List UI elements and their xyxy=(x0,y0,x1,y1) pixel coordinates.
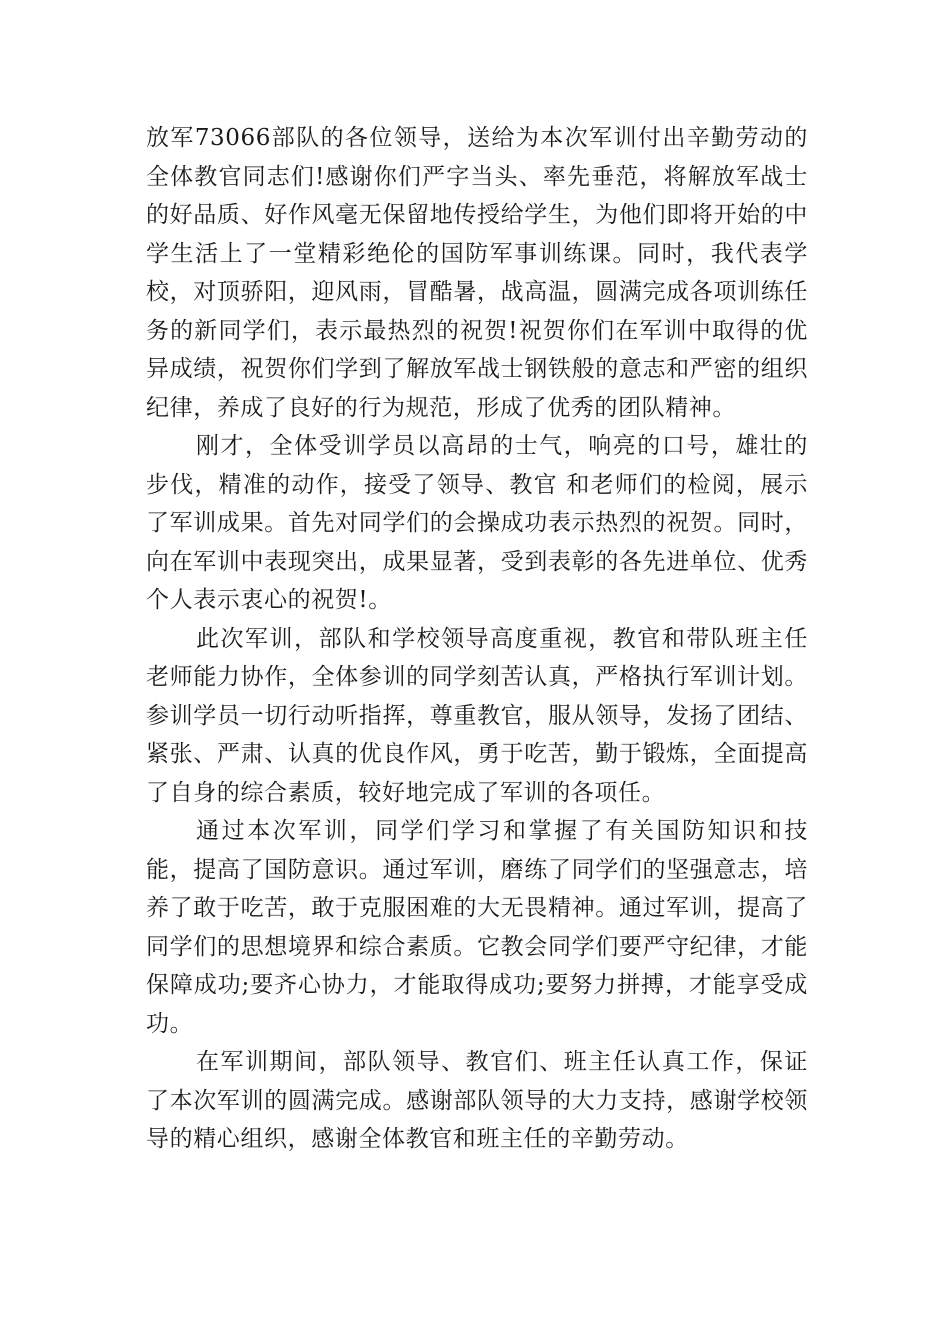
paragraph-thanks: 在军训期间，部队领导、教官们、班主任认真工作，保证了本次军训的圆满完成。感谢部队领导的大力支持，感谢学校领导的精心组织，感谢全体教官和班主任的辛勤劳动。 xyxy=(146,1049,808,1152)
paragraph-gains: 通过本次军训，同学们学习和掌握了有关国防知识和技能，提高了国防意识。通过军训，磨练了同学们的坚强意志，培养了敢于吃苦，敢于克服困难的大无畏精神。通过军训，提高了同学们的思想境界和综合素质。它教会同学们要严守纪律，才能保障成功;要齐心协力，才能取得成功;要努力拼搏，才能享受成功。 xyxy=(146,818,808,1037)
paragraph-continued: 放军73066部队的各位领导，送给为本次军训付出辛勤劳动的全体教官同志们!感谢你们严字当头、率先垂范，将解放军战士的好品质、好作风毫无保留地传授给学生，为他们即将开始的中学生活上了一堂精彩绝伦的国防军事训练课。同时，我代表学校，对顶骄阳，迎风雨，冒酷暑，战高温，圆满完成各项训练任务的新同学们，表示最热烈的祝贺!祝贺你们在军训中取得的优异成绩，祝贺你们学到了解放军战士钢铁般的意志和严密的组织纪律，养成了良好的行为规范，形成了优秀的团队精神。 xyxy=(146,125,808,421)
paragraph-training: 此次军训，部队和学校领导高度重视，教官和带队班主任老师能力协作，全体参训的同学刻苦认真，严格执行军训计划。参训学员一切行动听指挥，尊重教官，服从领导，发扬了团结、紧张、严肃、认真的优良作风，勇于吃苦，勤于锻炼，全面提高了自身的综合素质，较好地完成了军训的各项任。 xyxy=(146,625,808,806)
paragraph-review: 刚才，全体受训学员以高昂的士气，响亮的口号，雄壮的步伐，精准的动作，接受了领导、教官 和老师们的检阅，展示了军训成果。首先对同学们的会操成功表示热烈的祝贺。同时，向在军训中表现突出，成果显著，受到表彰的各先进单位、优秀个人表示衷心的祝贺!。 xyxy=(146,433,808,613)
document-body xyxy=(146,119,808,1159)
